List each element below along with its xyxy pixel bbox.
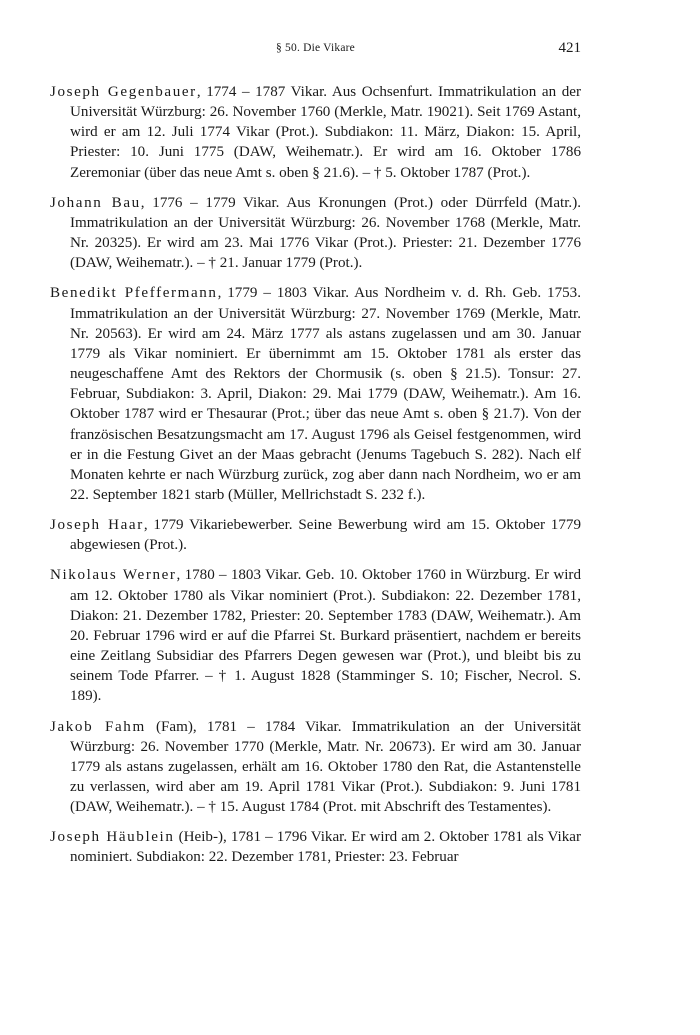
entry-text: , 1779 Vikariebewerber. Seine Bewerbung wird am 15. Oktober 1779 abgewiesen (Prot.).: [70, 517, 581, 554]
entry-name: Johann Bau: [50, 194, 141, 211]
entry-name: Joseph Haar: [50, 517, 144, 534]
list-item: [50, 193, 581, 274]
list-item: [50, 82, 581, 183]
running-head: § 50. Die Vikare: [276, 42, 355, 54]
entry-list: [50, 82, 581, 868]
list-item: [50, 827, 581, 867]
document-page: [50, 40, 581, 878]
entry-text: , 1774 – 1787 Vikar. Aus Ochsenfurt. Immatrikulation an der Universität Würzburg: 26. November 1760 (Merkle, Matr. 19021). Seit 1769 Astant, wird er am 12. Juli 1774 Vikar (Prot.). Subdiakon: 11. März, Diakon: 15. April, Priester: 10. Juni 1775 (DAW, Weihematr.). Er wird am 16. Oktober 1786 Zeremoniar (über das neue Amt s. oben § 21.6). – † 5. Oktober 1787 (Prot.).: [70, 84, 581, 181]
list-item: [50, 565, 581, 706]
entry-text: (Fam), 1781 – 1784 Vikar. Immatrikulation an der Universität Würzburg: 26. November 1770 (Merkle, Matr. Nr. 20673). Er wird am 30. Januar 1779 als astans zugelassen, erhält am 16. Oktober 1780 den Rat, die Astantenstelle zu verlassen, wird aber am 19. April 1781 Vikar (Prot.). Subdiakon: 9. Juni 1781 (DAW, Weihematr.). – † 15. August 1784 (Prot. mit Abschrift des Testamentes).: [70, 718, 581, 816]
page-header: [50, 40, 581, 62]
list-item: [50, 283, 581, 505]
entry-name: Joseph Häublein: [50, 829, 175, 846]
list-item: [50, 515, 581, 555]
entry-text: , 1776 – 1779 Vikar. Aus Kronungen (Prot.) oder Dürrfeld (Matr.). Immatrikulation an der Universität Würzburg: 26. November 1768 (Merkle, Matr. Nr. 20325). Er wird am 23. Mai 1776 Vikar (Prot.). Priester: 21. Dezember 1776 (DAW, Weihematr.). – † 21. Januar 1779 (Prot.).: [70, 194, 581, 272]
entry-name: Jakob Fahm: [50, 718, 146, 735]
entry-name: Nikolaus Werner: [50, 567, 177, 584]
entry-text: (Heib-), 1781 – 1796 Vikar. Er wird am 2. Oktober 1781 als Vikar nominiert. Subdiakon: 22. Dezember 1781, Priester: 23. Februar: [70, 829, 581, 866]
entry-text: , 1780 – 1803 Vikar. Geb. 10. Oktober 1760 in Würzburg. Er wird am 12. Oktober 1780 als Vikar nominiert (Prot.). Subdiakon: 22. Dezember 1781, Diakon: 21. Dezember 1782, Priester: 20. September 1783 (DAW, Weihematr.). Am 20. Februar 1796 wird er auf die Pfarrei St. Burkard präsentiert, nachdem er bereits eine Zeitlang Subsidiar des Pfarrers Degen gewesen war (Prot.), und bleibt bis zu seinem Tode Pfarrer. – † 1. August 1828 (Stamminger S. 10; Fischer, Necrol. S. 189).: [70, 567, 581, 705]
entry-text: , 1779 – 1803 Vikar. Aus Nordheim v. d. Rh. Geb. 1753. Immatrikulation an der Universität Würzburg: 27. November 1769 (Merkle, Matr. Nr. 20563). Er wird am 24. März 1777 als astans zugelassen und am 30. Januar 1779 als Vikar nominiert. Er übernimmt am 15. Oktober 1781 als erster das neugeschaffene Amt des Rektors der Chormusik (s. oben § 21.5). Tonsur: 27. Februar, Subdiakon: 3. April, Diakon: 29. Mai 1779 (DAW, Weihematr.). Am 16. Oktober 1787 wird er Thesaurar (Prot.; über das neue Amt s. oben § 21.7). Von der französischen Besatzungsmacht am 17. August 1796 als Geisel festgenommen, wird er in die Festung Givet an der Maas gebracht (Jenums Tagebuch S. 282). Nach elf Monaten kehrte er nach Würzburg zurück, zog aber dann nach Nordheim, wo er am 22. September 1821 starb (Müller, Mellrichstadt S. 232 f.).: [70, 285, 581, 503]
page-number: 421: [558, 40, 581, 56]
entry-name: Benedikt Pfeffermann: [50, 285, 218, 302]
entry-name: Joseph Gegenbauer: [50, 84, 197, 100]
list-item: [50, 717, 581, 818]
